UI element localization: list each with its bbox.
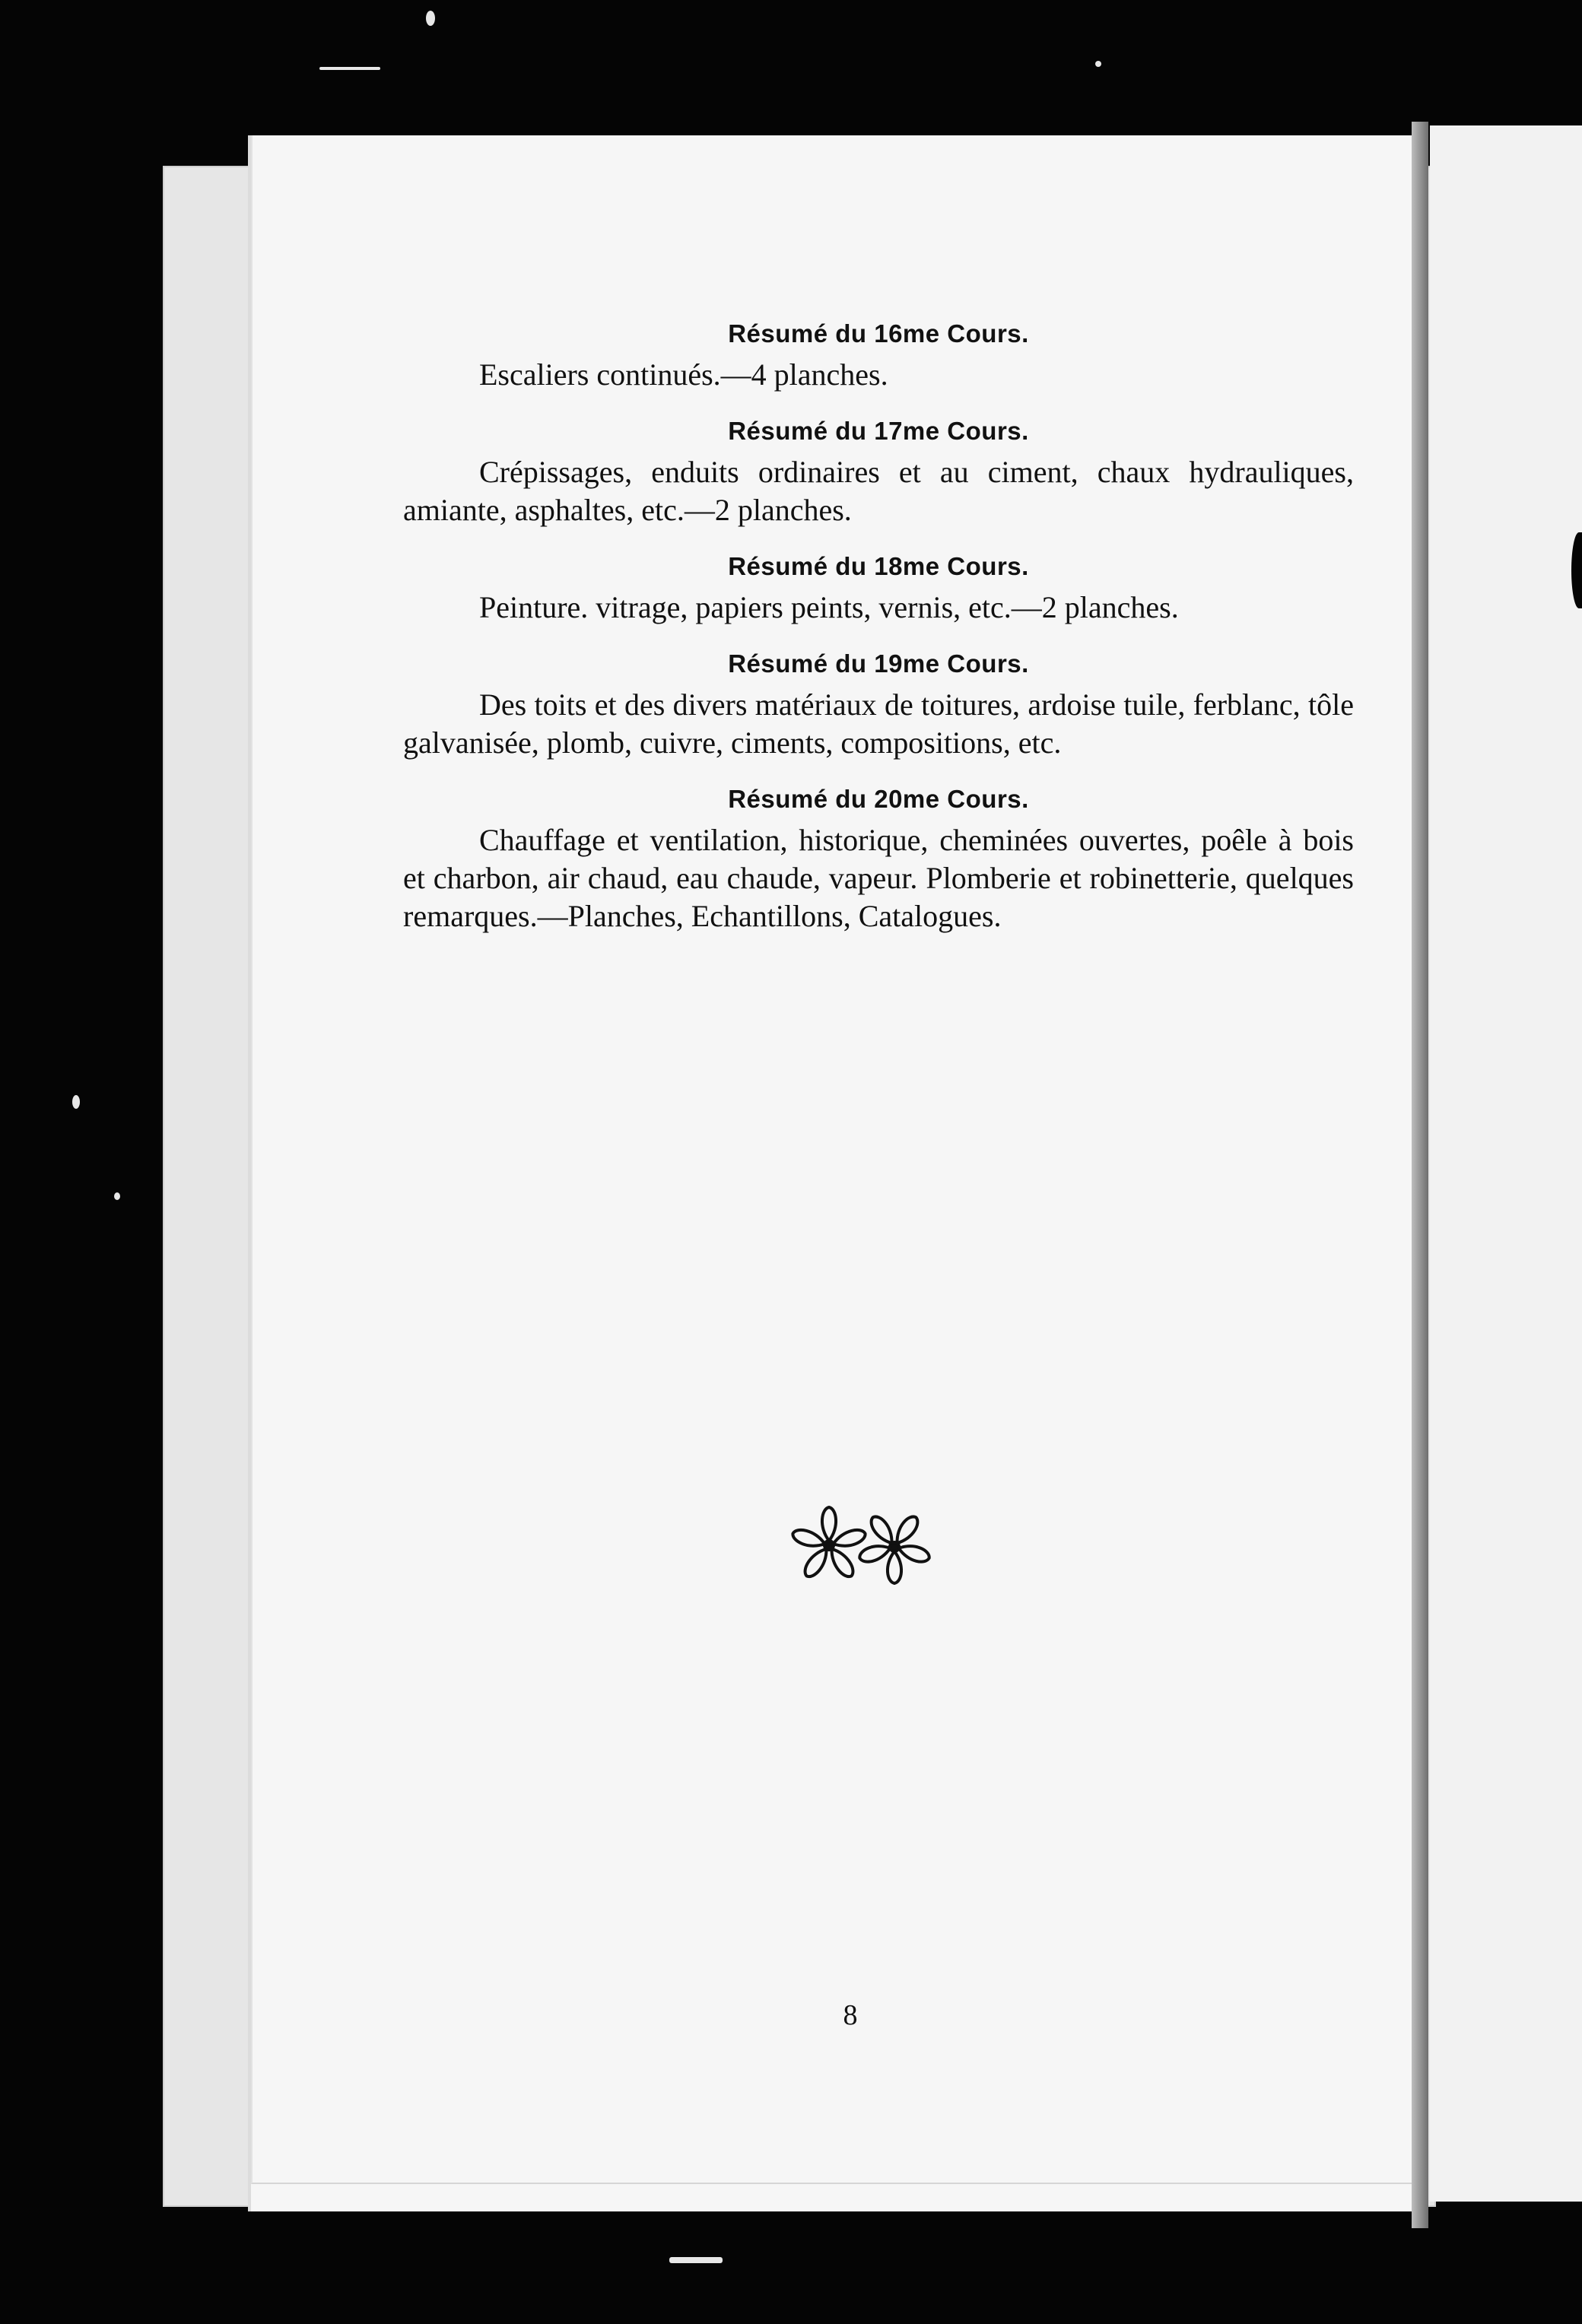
- section-body: Chauffage et ventilation, historique, cheminées ouvertes, poêle à bois et charbon, air chaud, eau chaude, vapeur. Plomberie et robinetterie, quelques remarques.—Planches, Echantillons, Catalogues.: [403, 823, 1354, 933]
- book-gutter: [1412, 122, 1428, 2228]
- scan-speck: [426, 11, 435, 26]
- course-summary-16: [403, 319, 1354, 394]
- section-heading: Résumé du 16me Cours.: [728, 319, 1029, 348]
- scan-speck: [669, 2257, 723, 2263]
- facing-page-notch: [1571, 532, 1582, 608]
- section-body: Crépissages, enduits ordinaires et au ciment, chaux hydrauliques, amiante, asphaltes, etc.—2 planches.: [403, 455, 1354, 527]
- section-heading: Résumé du 19me Cours.: [728, 649, 1029, 678]
- scan-speck: [114, 1192, 120, 1200]
- section-body: Des toits et des divers matériaux de toitures, ardoise tuile, ferblanc, tôle galvanisée, plomb, cuivre, ciments, compositions, etc.: [403, 687, 1354, 760]
- course-summary-17: [403, 417, 1354, 529]
- section-heading: Résumé du 18me Cours.: [728, 552, 1029, 580]
- course-summary-18: [403, 552, 1354, 627]
- scan-speck: [72, 1095, 80, 1109]
- scan-speck: [319, 67, 380, 70]
- page-number: 8: [843, 1999, 858, 2031]
- section-body: Escaliers continués.—4 planches.: [479, 357, 888, 392]
- course-summaries: [403, 319, 1354, 958]
- section-heading: Résumé du 20me Cours.: [728, 785, 1029, 813]
- section-heading: Résumé du 17me Cours.: [728, 417, 1029, 445]
- scan-speck: [1095, 61, 1101, 67]
- course-summary-19: [403, 649, 1354, 762]
- twin-flower-ornament-icon: [782, 1500, 942, 1591]
- section-body: Peinture. vitrage, papiers peints, vernis, etc.—2 planches.: [479, 590, 1179, 624]
- course-summary-20: [403, 785, 1354, 935]
- facing-page-edge: [1430, 125, 1582, 2202]
